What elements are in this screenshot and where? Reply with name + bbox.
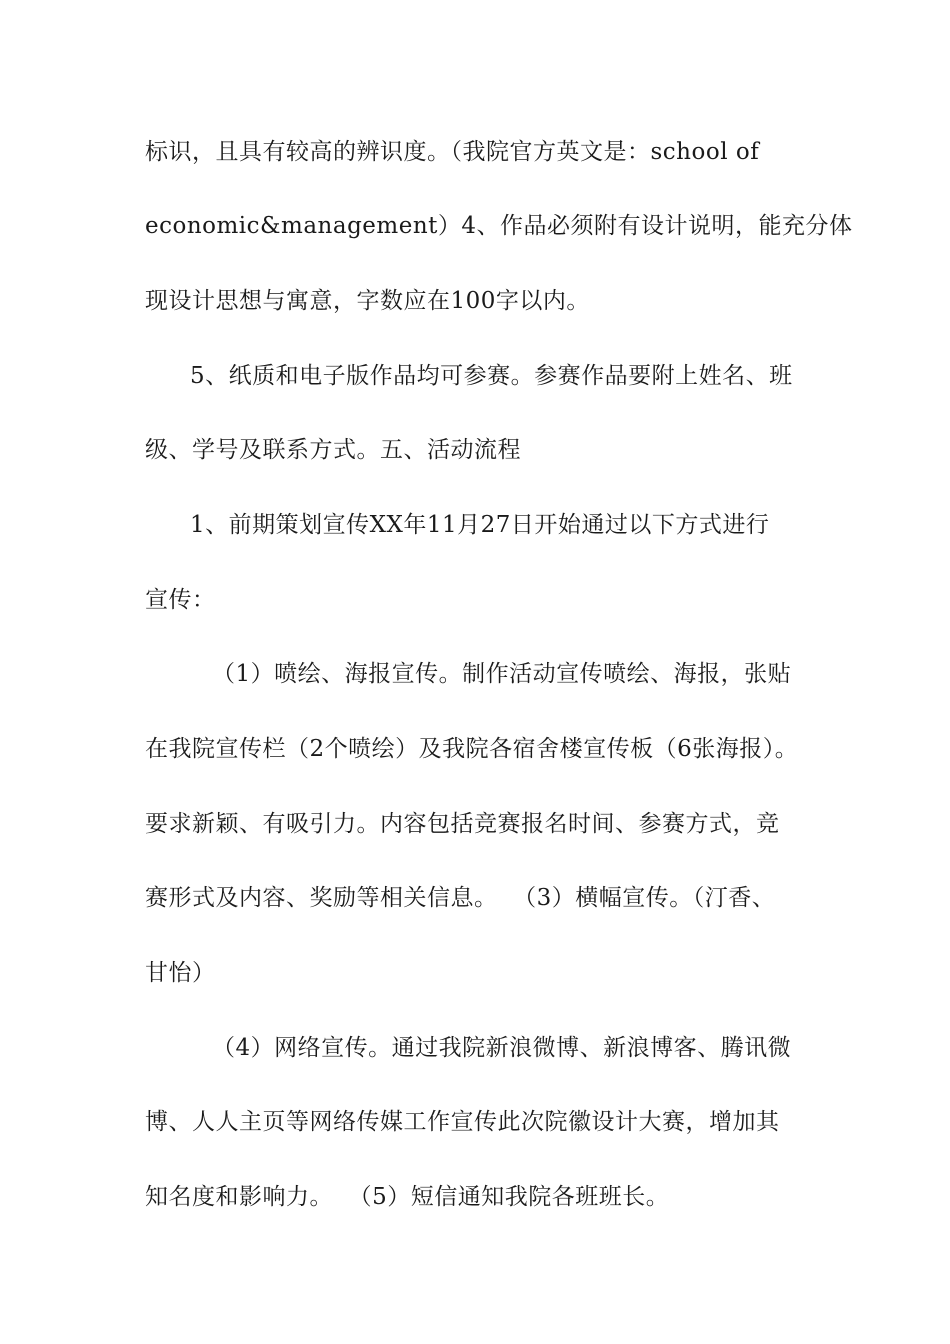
paragraph-line: 甘怡） xyxy=(145,960,216,986)
paragraph-line: 5、纸质和电子版作品均可参赛。参赛作品要附上姓名、班 xyxy=(190,363,793,389)
paragraph-line: （4）网络宣传。通过我院新浪微博、新浪博客、腾讯微 xyxy=(212,1035,792,1061)
paragraph-line: 级、学号及联系方式。五、活动流程 xyxy=(145,437,521,463)
paragraph-line: 1、前期策划宣传XX年11月27日开始通过以下方式进行 xyxy=(190,512,770,538)
paragraph-line: 标识，且具有较高的辨识度。（我院官方英文是：school of xyxy=(145,139,760,165)
paragraph-line: economic&management）4、作品必须附有设计说明，能充分体 xyxy=(145,213,853,239)
paragraph-line: 现设计思想与寓意，字数应在100字以内。 xyxy=(145,288,590,314)
paragraph-line: 宣传： xyxy=(145,587,216,613)
paragraph-line: 在我院宣传栏（2个喷绘）及我院各宿舍楼宣传板（6张海报）。 xyxy=(145,736,799,762)
paragraph-line: 赛形式及内容、奖励等相关信息。 （3）横幅宣传。（汀香、 xyxy=(145,885,776,911)
paragraph-line: （1）喷绘、海报宣传。制作活动宣传喷绘、海报，张贴 xyxy=(212,661,792,687)
paragraph-line: 知名度和影响力。 （5）短信通知我院各班班长。 xyxy=(145,1184,670,1210)
paragraph-line: 博、人人主页等网络传媒工作宣传此次院徽设计大赛，增加其 xyxy=(145,1109,780,1135)
paragraph-line: 要求新颖、有吸引力。内容包括竞赛报名时间、参赛方式，竞 xyxy=(145,811,780,837)
